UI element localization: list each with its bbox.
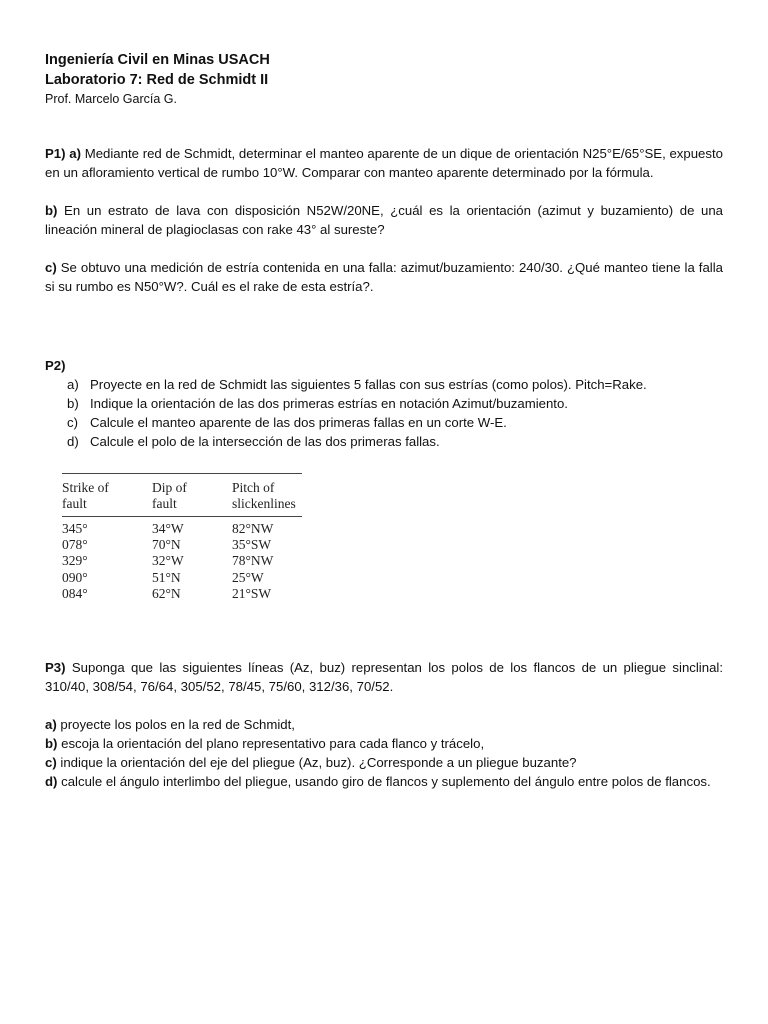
table-header-pitch: Pitch of slickenlines (232, 480, 296, 511)
list-item: a) Proyecte en la red de Schmidt las siguientes 5 fallas con sus estrías (como polos). Pitch=Rake. (67, 377, 647, 392)
p3-item-c: c) indique la orientación del eje del pliegue (Az, buz). ¿Corresponde a un pliegue buzante? (45, 755, 577, 771)
p3-intro-text: Suponga que las siguientes líneas (Az, buz) representan los polos de los flancos de un pliegue sinclinal: 310/40, 308/54, 76/64, 305/52, 78/45, 75/60, 312/36, 70/52. (45, 660, 723, 695)
p3-intro-paragraph (45, 658, 723, 696)
table-row: 090° 51°N 25°W (62, 569, 264, 585)
p1-b-paragraph (45, 201, 723, 239)
table-row: 345° 34°W 82°NW (62, 521, 274, 536)
professor-name: Prof. Marcelo García G. (45, 92, 177, 106)
fault-table (62, 473, 302, 602)
p1-c-paragraph (45, 258, 723, 296)
course-title: Ingeniería Civil en Minas USACH (45, 52, 270, 68)
list-item: d) Calcule el polo de la intersección de las dos primeras fallas. (67, 434, 440, 449)
p1-a-label: P1) a) (45, 146, 81, 161)
p2-item-list (45, 375, 723, 451)
table-row: 084° 62°N 21°SW (62, 585, 272, 601)
p1-b-text: En un estrato de lava con disposición N52W/20NE, ¿cuál es la orientación (azimut y buzamiento) de una lineación mineral de plagioclasas con rake 43° al sureste? (45, 203, 723, 237)
table-header-dip: Dip of fault (152, 480, 187, 511)
p3-label: P3) (45, 660, 66, 676)
list-item: b) Indique la orientación de las dos primeras estrías en notación Azimut/buzamiento. (67, 396, 568, 411)
p1-a-text: Mediante red de Schmidt, determinar el manteo aparente de un dique de orientación N25°E/65°SE, expuesto en un afloramiento vertical de rumbo 10°W. Comparar con manteo aparente determinado por la fórmula. (45, 146, 723, 180)
p1-b-label: b) (45, 203, 58, 218)
p1-a-paragraph (45, 144, 723, 182)
table-row: 329° 32°W 78°NW (62, 553, 274, 569)
document-page (45, 50, 723, 791)
table-row: 078° 70°N 35°SW (62, 537, 272, 553)
p3-item-a: a) proyecte los polos en la red de Schmidt, (45, 717, 295, 733)
p1-c-label: c) (45, 260, 57, 275)
list-item: c) Calcule el manteo aparente de las dos primeras fallas en un corte W-E. (67, 415, 507, 430)
p3-item-b: b) escoja la orientación del plano representativo para cada flanco y trácelo, (45, 736, 485, 752)
lab-title: Laboratorio 7: Red de Schmidt II (45, 72, 269, 88)
p3-item-d: d) calcule el ángulo interlimbo del pliegue, usando giro de flancos y suplemento del ángulo entre polos de flancos. (45, 774, 711, 790)
p1-c-text: Se obtuvo una medición de estría contenida en una falla: azimut/buzamiento: 240/30. ¿Qué manteo tiene la falla si su rumbo es N50°W?. Cuál es el rake de esta estría?. (45, 260, 723, 294)
p2-label: P2) (45, 358, 66, 373)
table-header-strike: Strike of fault (62, 480, 109, 511)
